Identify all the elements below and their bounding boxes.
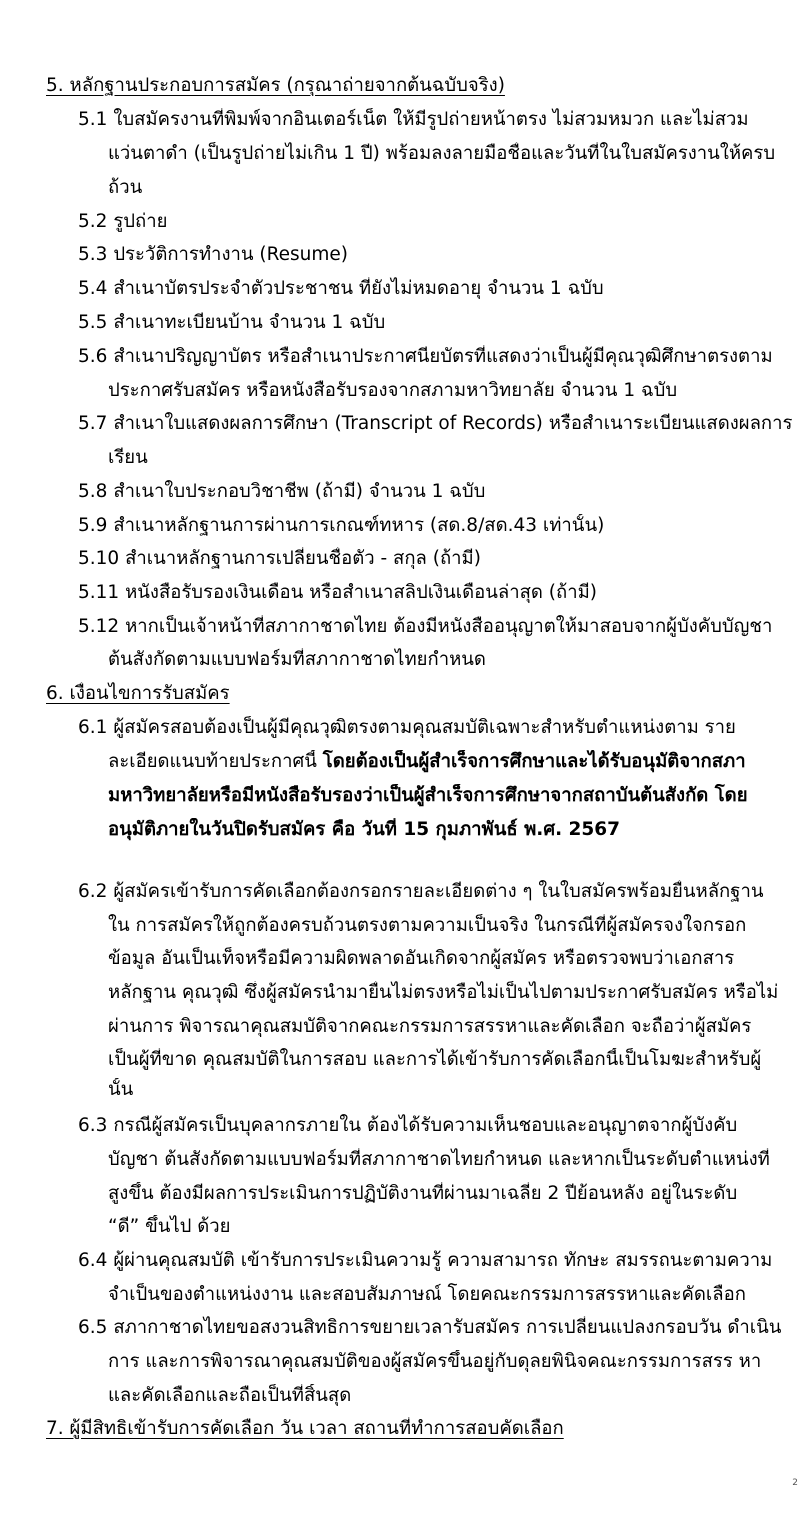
item-6-2-line-4: หลักฐาน คุณวุฒิ ซึ่งผู้สมัครนำมายื่นไม่ตรงหรือไม่เป็นไปตามประกาศรับสมัคร หรือไม่	[108, 982, 779, 1003]
item-5-2: 5.2 รูปถ่าย	[78, 211, 168, 232]
item-5-6-line-2: ประกาศรับสมัคร หรือหนังสือรับรองจากสภามหาวิทยาลัย จำนวน 1 ฉบับ	[108, 380, 678, 401]
section-5-heading: 5. หลักฐานประกอบการสมัคร (กรุณาถ่ายจากต้นฉบับจริง)	[46, 75, 505, 96]
section-7-heading: 7. ผู้มีสิทธิเข้ารับการคัดเลือก วัน เวลา สถานที่ทำการสอบคัดเลือก	[46, 1418, 564, 1439]
item-6-5: 6.5 สภากาชาดไทยขอสงวนสิทธิการขยายเวลารับสมัคร การเปลี่ยนแปลงกรอบวัน ดำเนิน	[78, 1317, 782, 1338]
item-5-11: 5.11 หนังสือรับรองเงินเดือน หรือสำเนาสลิปเงินเดือนล่าสุด (ถ้ามี)	[78, 582, 597, 603]
item-6-2: 6.2 ผู้สมัครเข้ารับการคัดเลือกต้องกรอกรายละเอียดต่าง ๆ ในใบสมัครพร้อมยื่นหลักฐาน	[78, 881, 764, 902]
item-5-10: 5.10 สำเนาหลักฐานการเปลี่ยนชื่อตัว - สกุล (ถ้ามี)	[78, 548, 481, 569]
item-6-2-line-7: นั้น	[108, 1079, 134, 1100]
item-6-3-line-3: สูงขึ้น ต้องมีผลการประเมินการปฏิบัติงานที่ผ่านมาเฉลี่ย 2 ปีย้อนหลัง อยู่ในระดับ	[108, 1183, 738, 1204]
item-6-1-line-3: มหาวิทยาลัยหรือมีหนังสือรับรองว่าเป็นผู้สำเร็จการศึกษาจากสถาบันต้นสังกัด โดย	[108, 785, 748, 806]
item-6-5-line-2: การ และการพิจารณาคุณสมบัติของผู้สมัครขึ้นอยู่กับดุลยพินิจคณะกรรมการสรร หา	[108, 1351, 762, 1372]
item-5-3: 5.3 ประวัติการทำงาน (Resume)	[78, 244, 348, 265]
item-6-3: 6.3 กรณีผู้สมัครเป็นบุคลากรภายใน ต้องได้รับความเห็นชอบและอนุญาตจากผู้บังคับ	[78, 1115, 738, 1136]
item-5-6: 5.6 สำเนาปริญญาบัตร หรือสำเนาประกาศนียบัตรที่แสดงว่าเป็นผู้มีคุณวุฒิศึกษาตรงตาม	[78, 346, 773, 367]
item-5-12: 5.12 หากเป็นเจ้าหน้าที่สภากาชาดไทย ต้องมีหนังสืออนุญาตให้มาสอบจากผู้บังคับบัญชา	[78, 616, 773, 637]
item-6-4: 6.4 ผู้ผ่านคุณสมบัติ เข้ารับการประเมินความรู้ ความสามารถ ทักษะ สมรรถนะตามความ	[78, 1250, 773, 1271]
item-6-1: 6.1 ผู้สมัครสอบต้องเป็นผู้มีคุณวุฒิตรงตามคุณสมบัติเฉพาะสำหรับตำแหน่งตาม ราย	[78, 717, 736, 738]
item-6-2-line-5: ผ่านการ พิจารณาคุณสมบัติจากคณะกรรมการสรรหาและคัดเลือก จะถือว่าผู้สมัคร	[108, 1016, 752, 1037]
item-5-7: 5.7 สำเนาใบแสดงผลการศึกษา (Transcript of Records) หรือสำเนาระเบียนแสดงผลการ	[78, 413, 793, 434]
item-6-4-line-2: จำเป็นของตำแหน่งงาน และสอบสัมภาษณ์ โดยคณะกรรมการสรรหาและคัดเลือก	[108, 1284, 746, 1305]
item-6-1-line-2: ละเอียดแนบท้ายประกาศนี้ โดยต้องเป็นผู้สำเร็จการศึกษาและได้รับอนุมัติจากสภา	[108, 751, 746, 772]
item-5-5: 5.5 สำเนาทะเบียนบ้าน จำนวน 1 ฉบับ	[78, 312, 386, 333]
item-5-8: 5.8 สำเนาใบประกอบวิชาชีพ (ถ้ามี) จำนวน 1 ฉบับ	[78, 481, 486, 502]
item-6-1-line-4: อนุมัติภายในวันปิดรับสมัคร คือ วันที่ 15 กุมภาพันธ์ พ.ศ. 2567	[108, 819, 621, 840]
item-5-4: 5.4 สำเนาบัตรประจำตัวประชาชน ที่ยังไม่หมดอายุ จำนวน 1 ฉบับ	[78, 278, 604, 299]
item-6-5-line-3: และคัดเลือกและถือเป็นที่สิ้นสุด	[108, 1385, 352, 1406]
section-6-heading: 6. เงื่อนไขการรับสมัคร	[46, 683, 230, 704]
item-5-12-line-2: ต้นสังกัดตามแบบฟอร์มที่สภากาชาดไทยกำหนด	[108, 649, 486, 670]
item-6-2-line-6: เป็นผู้ที่ขาด คุณสมบัติในการสอบ และการได้เข้ารับการคัดเลือกนี้เป็นโมฆะสำหรับผู้	[108, 1049, 762, 1070]
item-6-2-line-2: ใน การสมัครให้ถูกต้องครบถ้วนตรงตามความเป็นจริง ในกรณีที่ผู้สมัครจงใจกรอก	[108, 915, 747, 936]
item-6-3-line-4: “ดี” ขึ้นไป ด้วย	[108, 1216, 231, 1237]
item-6-3-line-2: บัญชา ต้นสังกัดตามแบบฟอร์มที่สภากาชาดไทยกำหนด และหากเป็นระดับตำแหน่งที่	[108, 1149, 770, 1170]
item-5-1: 5.1 ใบสมัครงานที่พิมพ์จากอินเตอร์เน็ต ให้มีรูปถ่ายหน้าตรง ไม่สวมหมวก และไม่สวม	[78, 109, 749, 130]
item-5-1-line-2: แว่นตาดำ (เป็นรูปถ่ายไม่เกิน 1 ปี) พร้อมลงลายมือชื่อและวันที่ในใบสมัครงานให้ครบ	[108, 143, 776, 164]
item-5-9: 5.9 สำเนาหลักฐานการผ่านการเกณฑ์ทหาร (สด.8/สด.43 เท่านั้น)	[78, 515, 605, 536]
item-5-7-line-2: เรียน	[108, 447, 148, 468]
page-number: 2	[792, 1478, 798, 1488]
item-5-1-line-3: ถ้วน	[108, 177, 143, 198]
item-6-2-line-3: ข้อมูล อันเป็นเท็จหรือมีความผิดพลาดอันเกิดจากผู้สมัคร หรือตรวจพบว่าเอกสาร	[108, 948, 735, 969]
